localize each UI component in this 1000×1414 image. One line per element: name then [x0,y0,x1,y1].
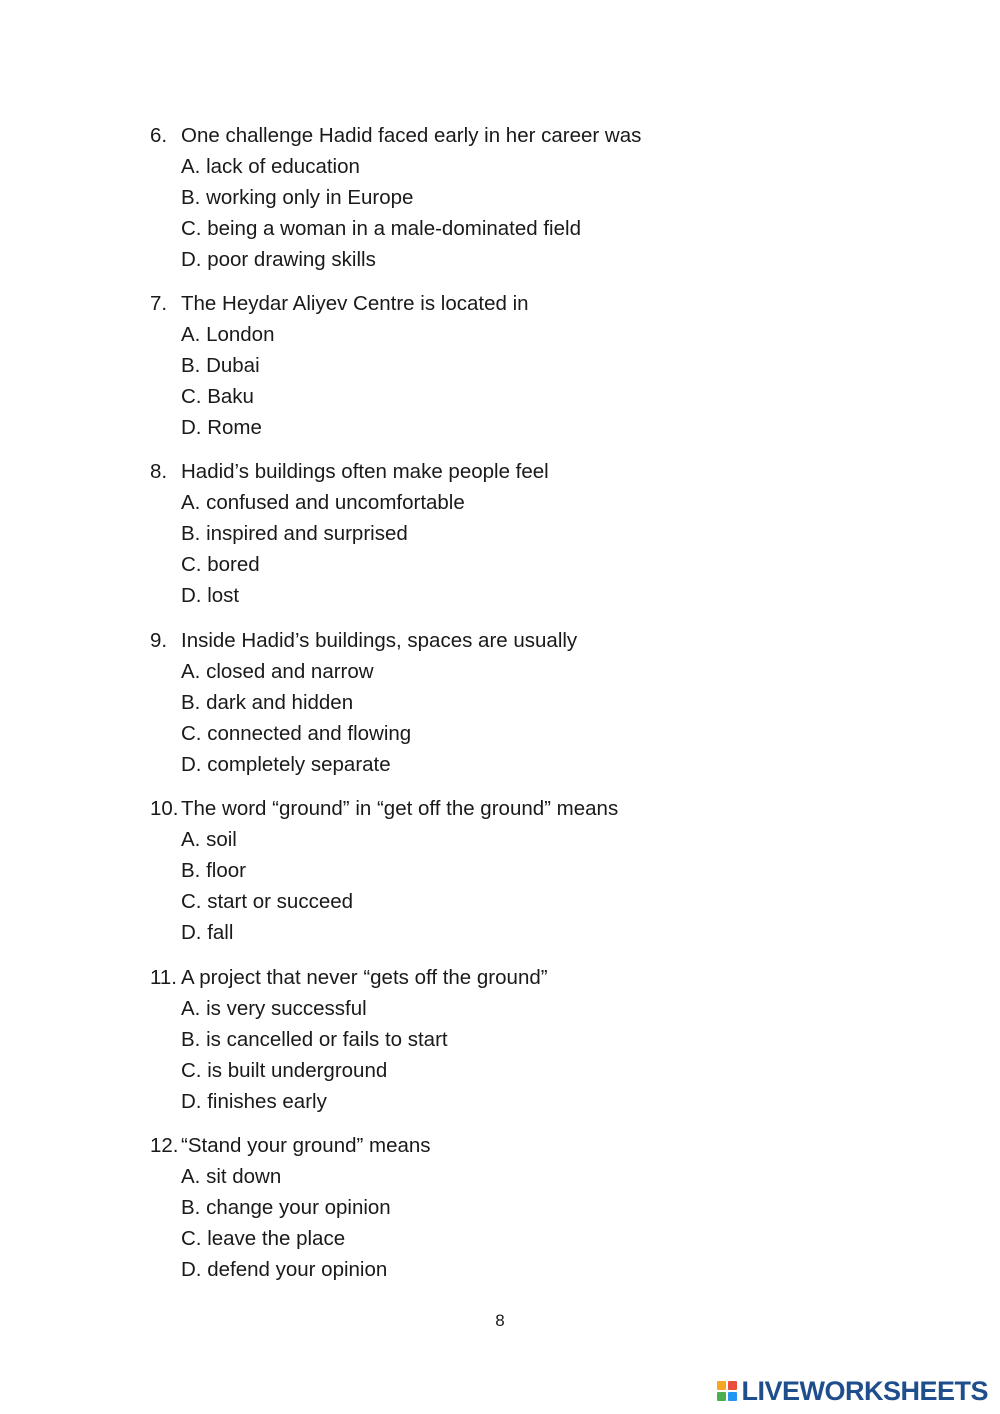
question-number: 7. [150,292,168,315]
answer-option-d: D. lost [181,584,240,607]
question-number: 9. [150,629,168,652]
answer-option-b: B. is cancelled or fails to start [181,1028,448,1051]
question-6 [150,120,850,275]
answer-options [150,487,850,611]
question-stem [150,288,850,319]
answer-option-c: C. Baku [181,385,254,408]
answer-options [150,1161,850,1285]
question-stem [150,625,850,656]
answer-option-a: A. lack of education [181,155,360,178]
answer-option-b: B. working only in Europe [181,186,414,209]
brand-name: LIVEWORKSHEETS [741,1376,988,1406]
answer-option-c: C. bored [181,553,260,576]
question-number: 12. [150,1134,179,1157]
question-number: 8. [150,460,168,483]
liveworksheets-logo-icon [717,1381,737,1401]
question-number: 11. [150,966,177,989]
question-text: A project that never “gets off the ground” [181,966,548,989]
answer-option-b: B. change your opinion [181,1196,391,1219]
question-text: The Heydar Aliyev Centre is located in [181,292,529,315]
logo-square-1 [717,1381,726,1390]
answer-option-c: C. is built underground [181,1059,388,1082]
question-8 [150,456,850,611]
answer-option-c: C. connected and flowing [181,722,412,745]
answer-options [150,151,850,275]
question-10 [150,793,850,948]
answer-option-a: A. closed and narrow [181,660,374,683]
logo-square-3 [717,1392,726,1401]
question-stem [150,793,850,824]
answer-option-d: D. Rome [181,416,262,439]
logo-square-4 [728,1392,737,1401]
answer-option-c: C. start or succeed [181,890,354,913]
answer-option-c: C. being a woman in a male-dominated field [181,217,581,240]
answer-option-a: A. sit down [181,1165,282,1188]
answer-option-a: A. London [181,323,275,346]
logo-square-2 [728,1381,737,1390]
page-number: 8 [495,1311,505,1330]
question-text: Hadid’s buildings often make people feel [181,460,549,483]
question-text: Inside Hadid’s buildings, spaces are usually [181,629,578,652]
answer-option-d: D. defend your opinion [181,1258,388,1281]
answer-option-d: D. fall [181,921,234,944]
question-text: One challenge Hadid faced early in her career was [181,124,642,147]
question-number: 6. [150,124,168,147]
answer-option-a: A. soil [181,828,237,851]
answer-options [150,656,850,780]
answer-option-b: B. floor [181,859,246,882]
answer-option-b: B. dark and hidden [181,691,354,714]
question-stem [150,1130,850,1161]
question-text: “Stand your ground” means [181,1134,431,1157]
answer-option-d: D. finishes early [181,1090,327,1113]
question-stem [150,962,850,993]
answer-option-d: D. poor drawing skills [181,248,376,271]
answer-option-b: B. Dubai [181,354,260,377]
answer-option-b: B. inspired and surprised [181,522,408,545]
question-11 [150,962,850,1117]
question-9 [150,625,850,780]
question-12 [150,1130,850,1285]
answer-option-c: C. leave the place [181,1227,346,1250]
question-number: 10. [150,797,179,820]
question-7 [150,288,850,443]
question-stem [150,456,850,487]
answer-option-a: A. confused and uncomfortable [181,491,465,514]
answer-options [150,824,850,948]
answer-options [150,993,850,1117]
liveworksheets-brand [717,1374,988,1408]
answer-option-a: A. is very successful [181,997,367,1020]
question-stem [150,120,850,151]
answer-options [150,319,850,443]
question-text: The word “ground” in “get off the ground” means [181,797,619,820]
answer-option-d: D. completely separate [181,753,391,776]
